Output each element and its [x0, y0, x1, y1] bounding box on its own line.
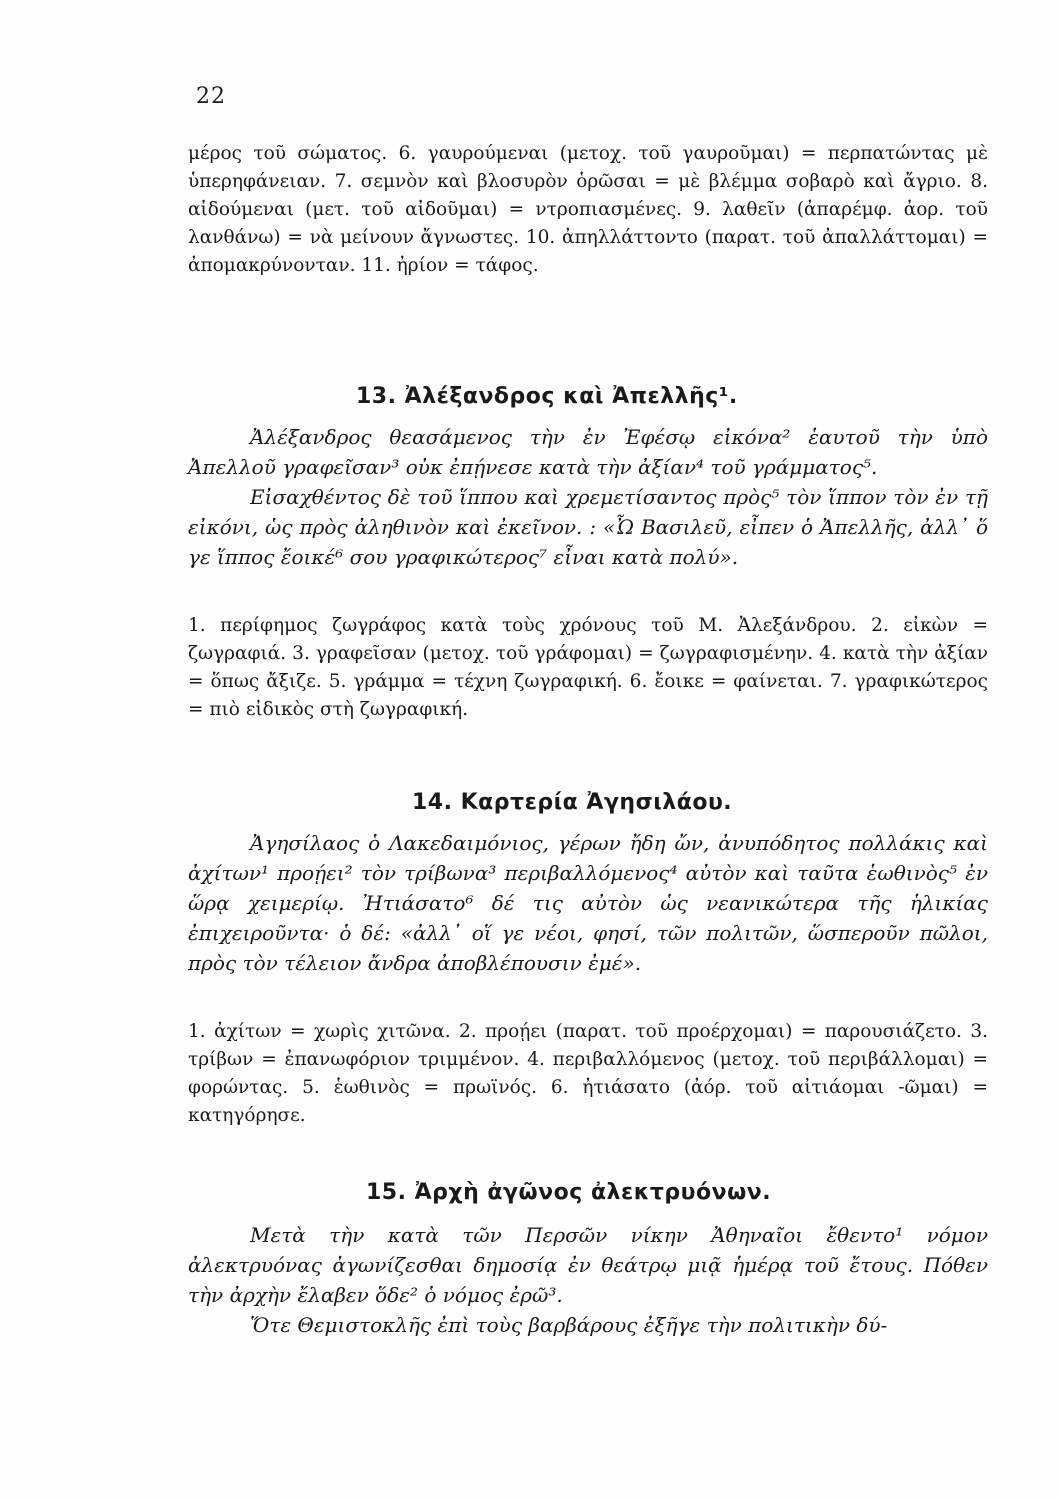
section-13-paragraph-2: Εἰσαχθέντος δὲ τοῦ ἵππου καὶ χρεμετίσαντος πρὸς⁵ τὸν ἵππον τὸν ἐν τῇ εἰκόνι, ὡς πρὸς ἀληθινὸν καὶ ἐκεῖνον. : «Ὦ Βασιλεῦ, εἶπεν ὁ Ἀπελλῆς, ἀλλ᾽ ὅ γε ἵππος ἔοικέ⁶ σου γραφικώτερος⁷ εἶναι κατὰ πολύ». — [188, 485, 988, 569]
page-number: 22 — [196, 84, 226, 109]
section-heading-15: 15. Ἀρχὴ ἀγῶνος ἀλεκτρυόνων. — [366, 1180, 772, 1205]
section-15-paragraph-2: Ὅτε Θεμιστοκλῆς ἐπὶ τοὺς βαρβάρους ἐξῆγε τὴν πολιτικὴν δύ- — [250, 1313, 888, 1337]
section-14-note-text: 1. ἀχίτων = χωρὶς χιτῶνα. 2. προῄει (παρατ. τοῦ προέρχομαι) = παρουσιάζετο. 3. τρίβων = ἐπανωφόριον τριμμένον. 4. περιβαλλόμενος (μετοχ. τοῦ περιβάλλομαι) = φορώντας. 5. ἑωθινὸς = πρωϊνός. 6. ἠτιάσατο (ἀόρ. τοῦ αἰτιάομαι -ῶμαι) = κατηγόρησε. — [188, 1021, 988, 1126]
section-14-paragraph-1: Ἀγησίλαος ὁ Λακεδαιμόνιος, γέρων ἤδη ὤν, ἀνυπόδητος πολλάκις καὶ ἀχίτων¹ προῄει² τὸν τρίβωνα³ περιβαλλόμενος⁴ αὐτὸν καὶ ταῦτα ἑωθινὸς⁵ ἐν ὥρᾳ χειμερίῳ. Ἠτιάσατο⁶ δέ τις αὐτὸν ὡς νεανικώτερα τῆς ἡλικίας ἐπιχειροῦντα· ὁ δέ: «ἀλλ᾽ οἵ γε νέοι, φησί, τῶν πολιτῶν, ὥσπεροῦν πῶλοι, πρὸς τὸν τέλειον ἄνδρα ἀποβλέπουσιν ἐμέ». — [188, 831, 988, 975]
section-13-body — [188, 422, 988, 572]
section-15-paragraph-1: Μετὰ τὴν κατὰ τῶν Περσῶν νίκην Ἀθηναῖοι ἔθεντο¹ νόμον ἀλεκτρυόνας ἀγωνίζεσθαι δημοσίᾳ ἐν θεάτρῳ μιᾷ ἡμέρᾳ τοῦ ἔτους. Πόθεν τὴν ἀρχὴν ἔλαβεν ὅδε² ὁ νόμος ἐρῶ³. — [188, 1223, 988, 1307]
section-13-note-text: 1. περίφημος ζωγράφος κατὰ τοὺς χρόνους τοῦ Μ. Ἀλεξάνδρου. 2. εἰκὼν = ζωγραφιά. 3. γραφεῖσαν (μετοχ. τοῦ γράφομαι) = ζωγραφισμένην. 4. κατὰ τὴν ἀξίαν = ὅπως ἄξιζε. 5. γράμμα = τέχνη ζωγραφική. 6. ἔοικε = φαίνεται. 7. γραφικώτερος = πιὸ εἰδικὸς στὴ ζωγραφική. — [188, 615, 988, 720]
top-notes — [188, 140, 988, 280]
section-heading-13: 13. Ἀλέξανδρος καὶ Ἀπελλῆς¹. — [356, 384, 738, 409]
section-15-body — [188, 1220, 988, 1340]
top-note-text: μέρος τοῦ σώματος. 6. γαυρούμεναι (μετοχ. τοῦ γαυροῦμαι) = περπατώντας μὲ ὑπερηφάνειαν. 7. σεμνὸν καὶ βλοσυρὸν ὁρῶσαι = μὲ βλέμμα σοβαρὸ καὶ ἄγριο. 8. αἰδούμεναι (μετ. τοῦ αἰδοῦμαι) = ντροπιασμένες. 9. λαθεῖν (ἀπαρέμφ. ἀορ. τοῦ λανθάνω) = νὰ μείνουν ἄγνωστες. 10. ἀπηλλάττοντο (παρατ. τοῦ ἀπαλλάττομαι) = ἀπομακρύνονταν. 11. ἠρίον = τάφος. — [188, 143, 988, 276]
section-14-notes — [188, 1018, 988, 1130]
section-heading-14: 14. Καρτερία Ἀγησιλάου. — [412, 790, 733, 815]
section-14-body — [188, 828, 988, 978]
section-13-notes — [188, 612, 988, 724]
section-13-paragraph-1: Ἀλέξανδρος θεασάμενος τὴν ἐν Ἐφέσῳ εἰκόνα² ἑαυτοῦ τὴν ὑπὸ Ἀπελλοῦ γραφεῖσαν³ οὐκ ἐπῄνεσε κατὰ τὴν ἀξίαν⁴ τοῦ γράμματος⁵. — [188, 425, 988, 479]
